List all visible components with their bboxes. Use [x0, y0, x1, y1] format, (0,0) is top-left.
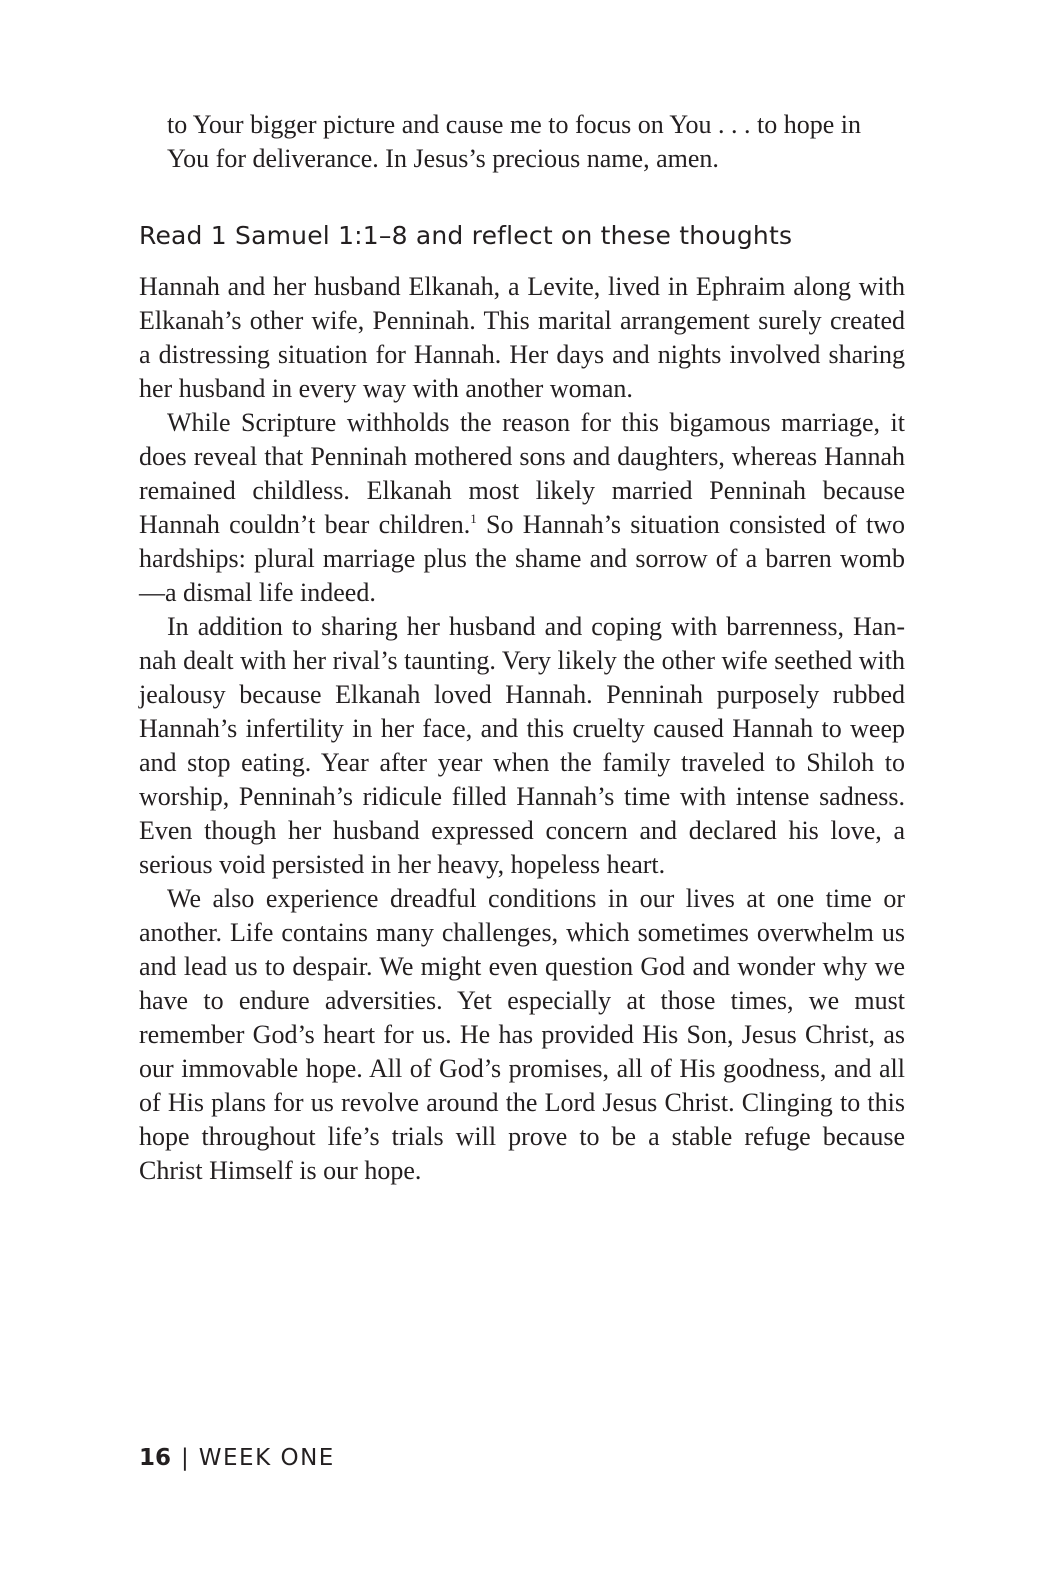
section-name: WEEK ONE	[198, 1445, 335, 1471]
footnote-reference: 1	[470, 511, 477, 526]
paragraph-4: We also experience dreadful conditions in our lives at one time or another. Life contains many challenges, which sometimes overwhelm us and lead us to despair. We might even question God and wonder why we have to endure adversities. Yet especially at those times, we must remember God’s heart for us. He has provided His Son, Jesus Christ, as our immovable hope. All of God’s promises, all of His goodness, and all of His plans for us revolve around the Lord Jesus Christ. Clinging to this hope throughout life’s trials will prove to be a stable refuge because Christ Himself is our hope.	[139, 884, 905, 1185]
body-text	[139, 270, 905, 1188]
paragraph-1: Hannah and her husband Elkanah, a Levite, lived in Ephraim along with Elkanah’s other wife, Penninah. This marital arrangement surely created a distressing situation for Hannah. Her days and nights involved sharing her husband in every way with another woman.	[139, 272, 905, 403]
paragraph-2-text-a: While Scripture withholds the reason for this bigamous marriage, it does reveal that Penninah mothered sons and daughters, whereas Hannah remained childless. Elkanah most likely married Penninah because Hannah couldn’t bear children.	[139, 408, 905, 539]
paragraph-3: In addition to sharing her husband and coping with barrenness, Hannah dealt with her rival’s taunting. Very likely the other wife seethed with jealousy because Elkanah loved Hannah. Penninah purposely rubbed Hannah’s infertility in her face, and this cruelty caused Hannah to weep and stop eating. Year after year when the family traveled to Shiloh to worship, Penninah’s ridicule filled Hannah’s time with intense sadness. Even though her husband expressed concern and declared his love, a serious void persisted in her heavy, hopeless heart.	[139, 612, 905, 879]
page-number: 16	[139, 1445, 172, 1471]
prayer-continuation: to Your bigger picture and cause me to focus on You . . . to hope in You for deliverance. In Jesus’s precious name, amen.	[167, 110, 861, 173]
paragraph-2-text-b: So Hannah’s situation consisted of two hardships: plural marriage plus the shame and sorrow of a barren womb—a dismal life indeed.	[139, 510, 905, 607]
footer-separator: |	[181, 1445, 189, 1471]
section-heading: Read 1 Samuel 1:1–8 and reflect on these thoughts	[139, 221, 793, 250]
page-footer	[139, 1441, 335, 1475]
paragraph-2	[139, 406, 905, 610]
